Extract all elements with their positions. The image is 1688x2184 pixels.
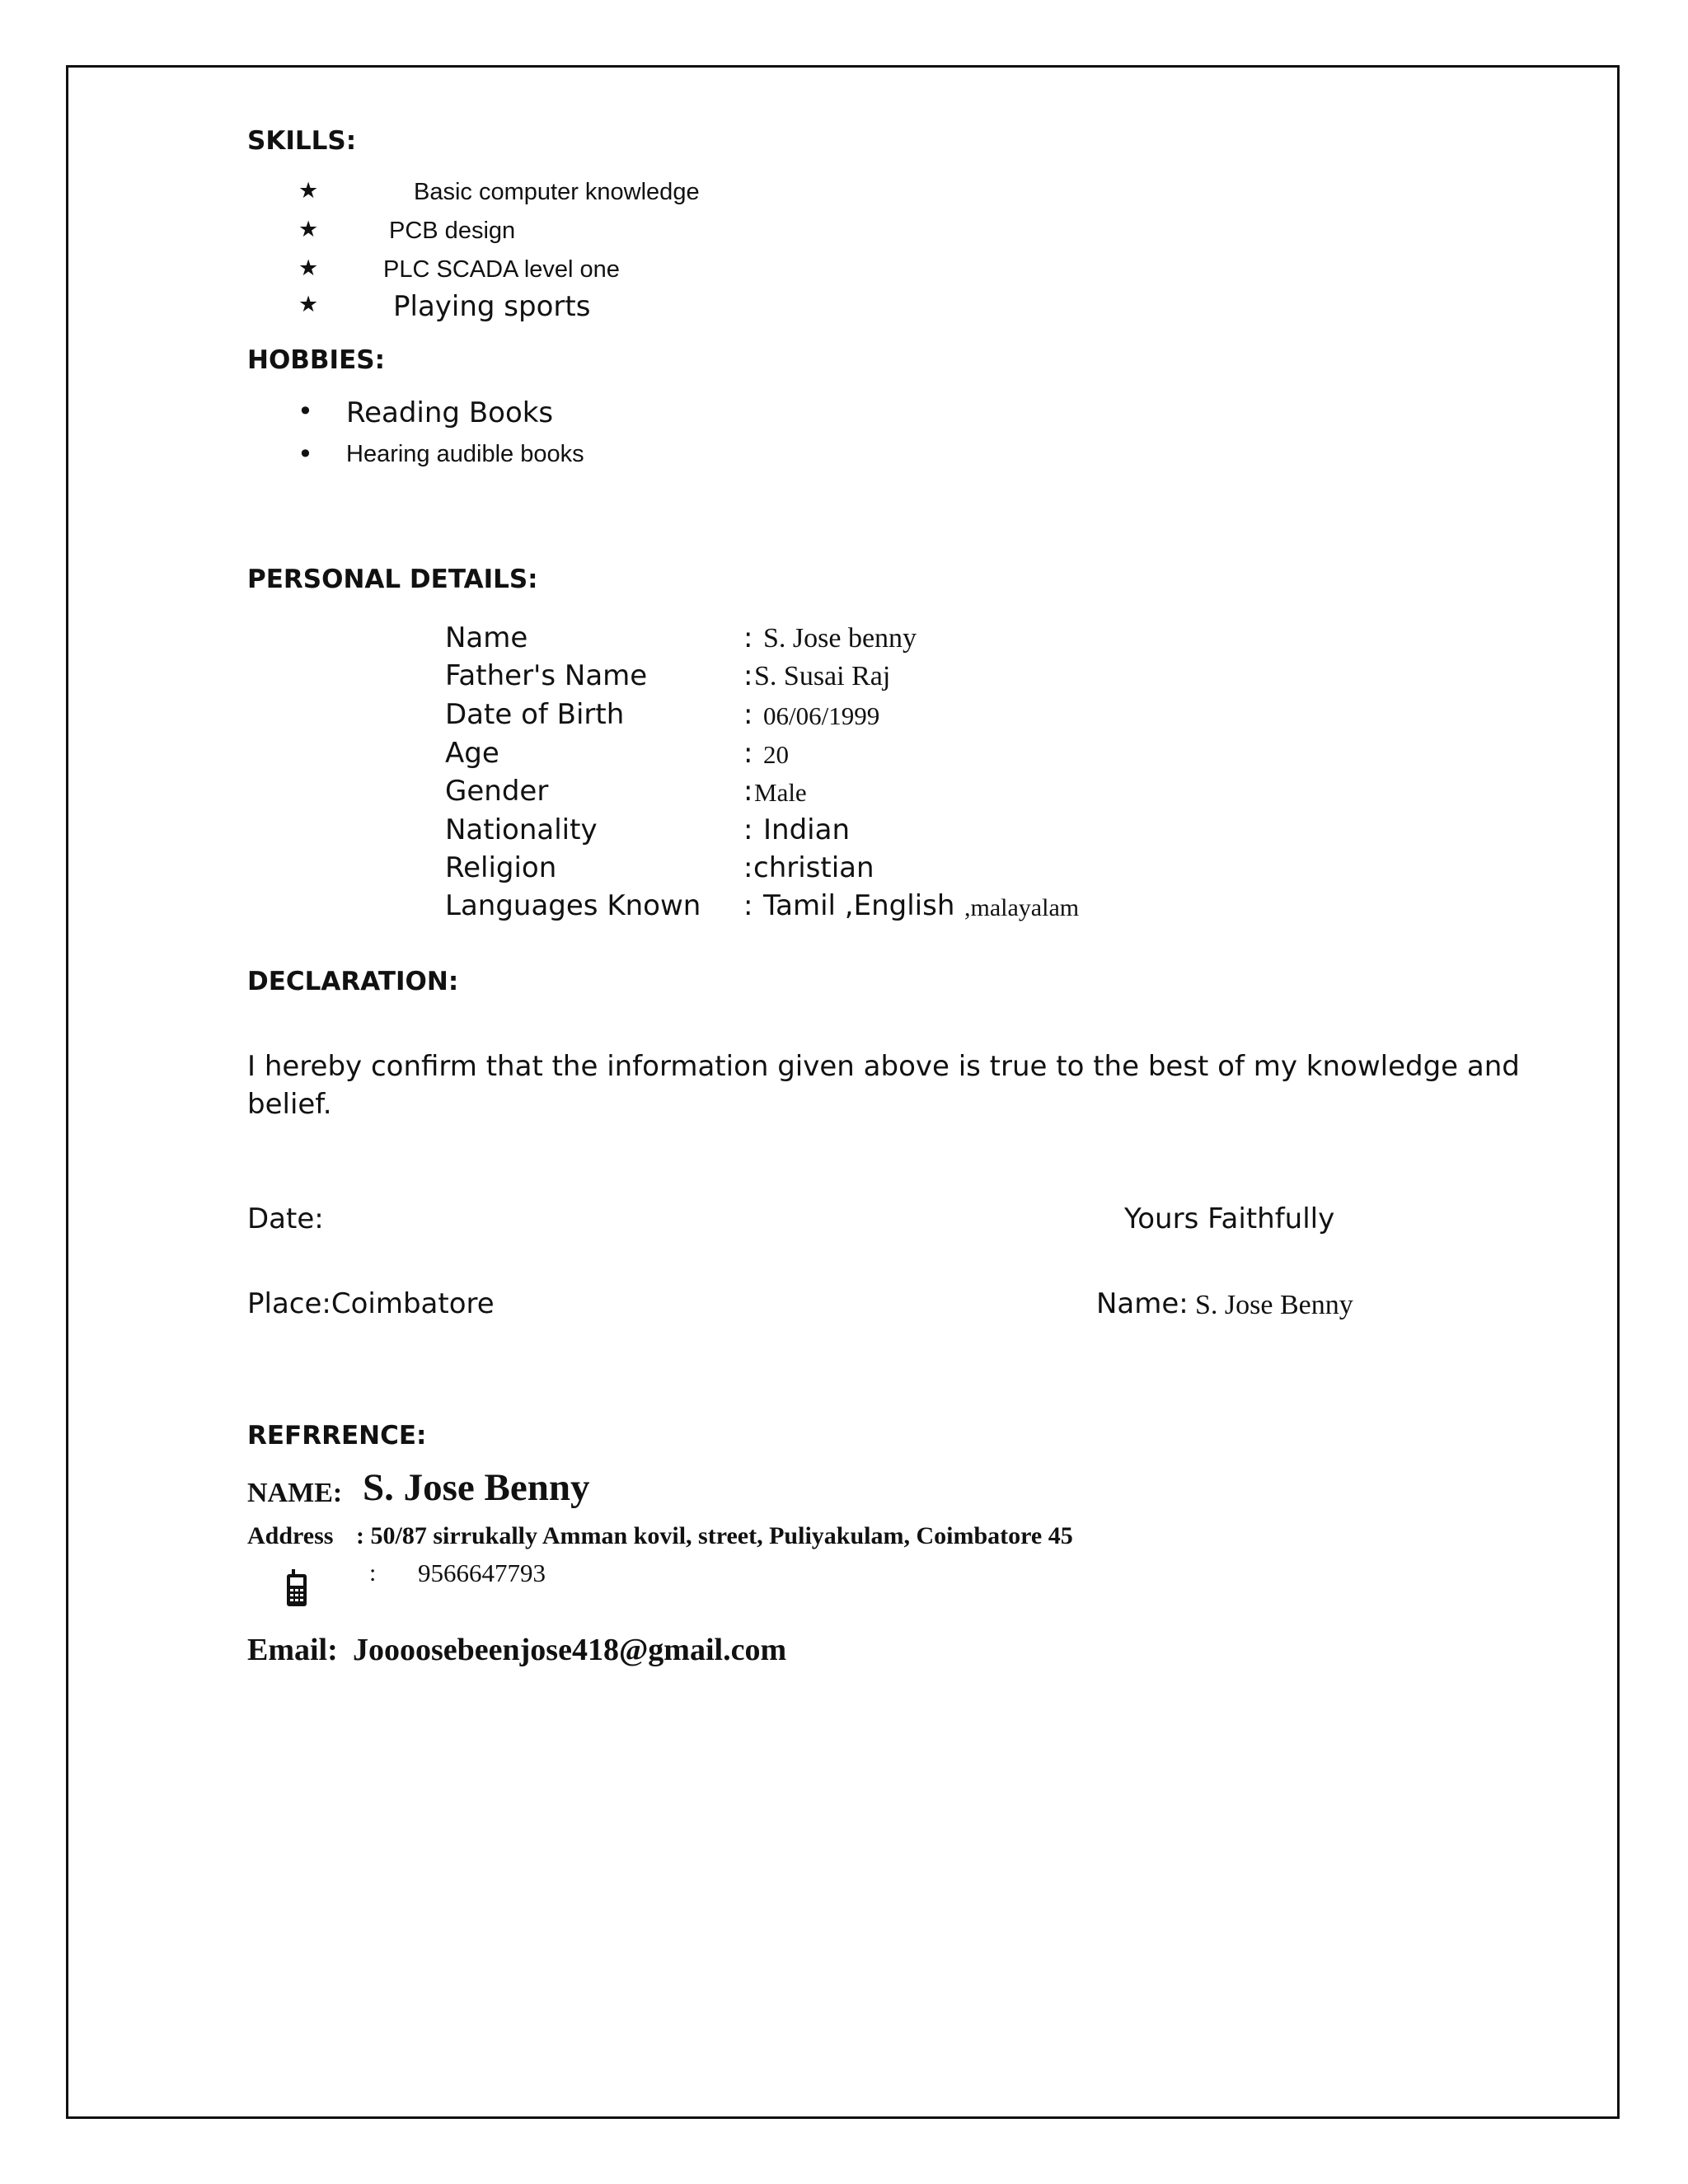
skill-label: Playing sports [393,290,591,323]
address-value: : 50/87 sirrukally Amman kovil, street, Puliyakulam, Coimbatore 45 [356,1522,1073,1549]
star-bullet-icon: ★ [298,255,319,281]
bullet-icon: • [298,396,313,427]
detail-value-extra: ,malayalam [964,894,1080,921]
place-text: Place:Coimbatore [247,1287,495,1320]
star-bullet-icon: ★ [298,178,319,204]
detail-value: 06/06/1999 [763,701,880,730]
address-label: Address [247,1522,334,1549]
hobbies-heading: HOBBIES: [247,345,385,375]
declaration-text-line1: I hereby confirm that the information given above is true to the best of my knowledge and [247,1050,1520,1083]
detail-label: Name [445,621,528,654]
detail-label: Gender [445,775,549,808]
skill-label: Basic computer knowledge [414,179,700,205]
detail-value: Tamil ,English [763,889,955,922]
detail-label: Age [445,737,499,770]
reference-name-label: NAME: [247,1478,343,1508]
signoff-name-label: Name: [1096,1287,1189,1320]
declaration-text-line2: belief. [247,1088,332,1121]
phone-number: 9566647793 [418,1558,546,1587]
detail-label: Date of Birth [445,698,625,731]
detail-label: Languages Known [445,889,701,922]
detail-value: 20 [763,740,789,769]
hobby-label: Hearing audible books [346,441,584,467]
email-label: Email: [247,1633,338,1667]
star-bullet-icon: ★ [298,292,319,317]
detail-separator: : [743,737,753,770]
hobby-label: Reading Books [346,396,554,429]
skill-label: PLC SCADA level one [383,256,620,283]
reference-heading: REFRRENCE: [247,1421,427,1451]
personal-details-heading: PERSONAL DETAILS: [247,565,538,594]
detail-value: Male [754,778,807,807]
skills-heading: SKILLS: [247,126,357,156]
date-label: Date: [247,1202,324,1235]
mobile-phone-icon [279,1556,301,1594]
star-bullet-icon: ★ [298,217,319,242]
detail-label: Nationality [445,813,598,846]
skill-label: PCB design [389,218,516,244]
detail-value: Indian [763,813,850,846]
detail-separator: : [743,698,753,731]
email-value: Joooosebeenjose418@gmail.com [353,1633,787,1667]
detail-label: Religion [445,851,557,884]
detail-value: S. Susai Raj [754,661,891,691]
detail-label: Father's Name [445,659,648,692]
reference-name-value: S. Jose Benny [363,1466,590,1509]
detail-separator: : [743,621,753,654]
yours-faithfully: Yours Faithfully [1124,1202,1335,1235]
detail-separator: : [743,659,753,692]
declaration-heading: DECLARATION: [247,967,459,996]
detail-separator: : [743,775,753,808]
phone-separator: : [369,1559,377,1586]
signoff-name-value: S. Jose Benny [1195,1290,1353,1320]
bullet-icon: • [298,438,313,470]
detail-separator: : [743,889,753,922]
detail-value: S. Jose benny [763,623,917,654]
detail-separator: : [743,813,753,846]
detail-separator: : [743,851,753,884]
detail-value: christian [753,851,874,884]
